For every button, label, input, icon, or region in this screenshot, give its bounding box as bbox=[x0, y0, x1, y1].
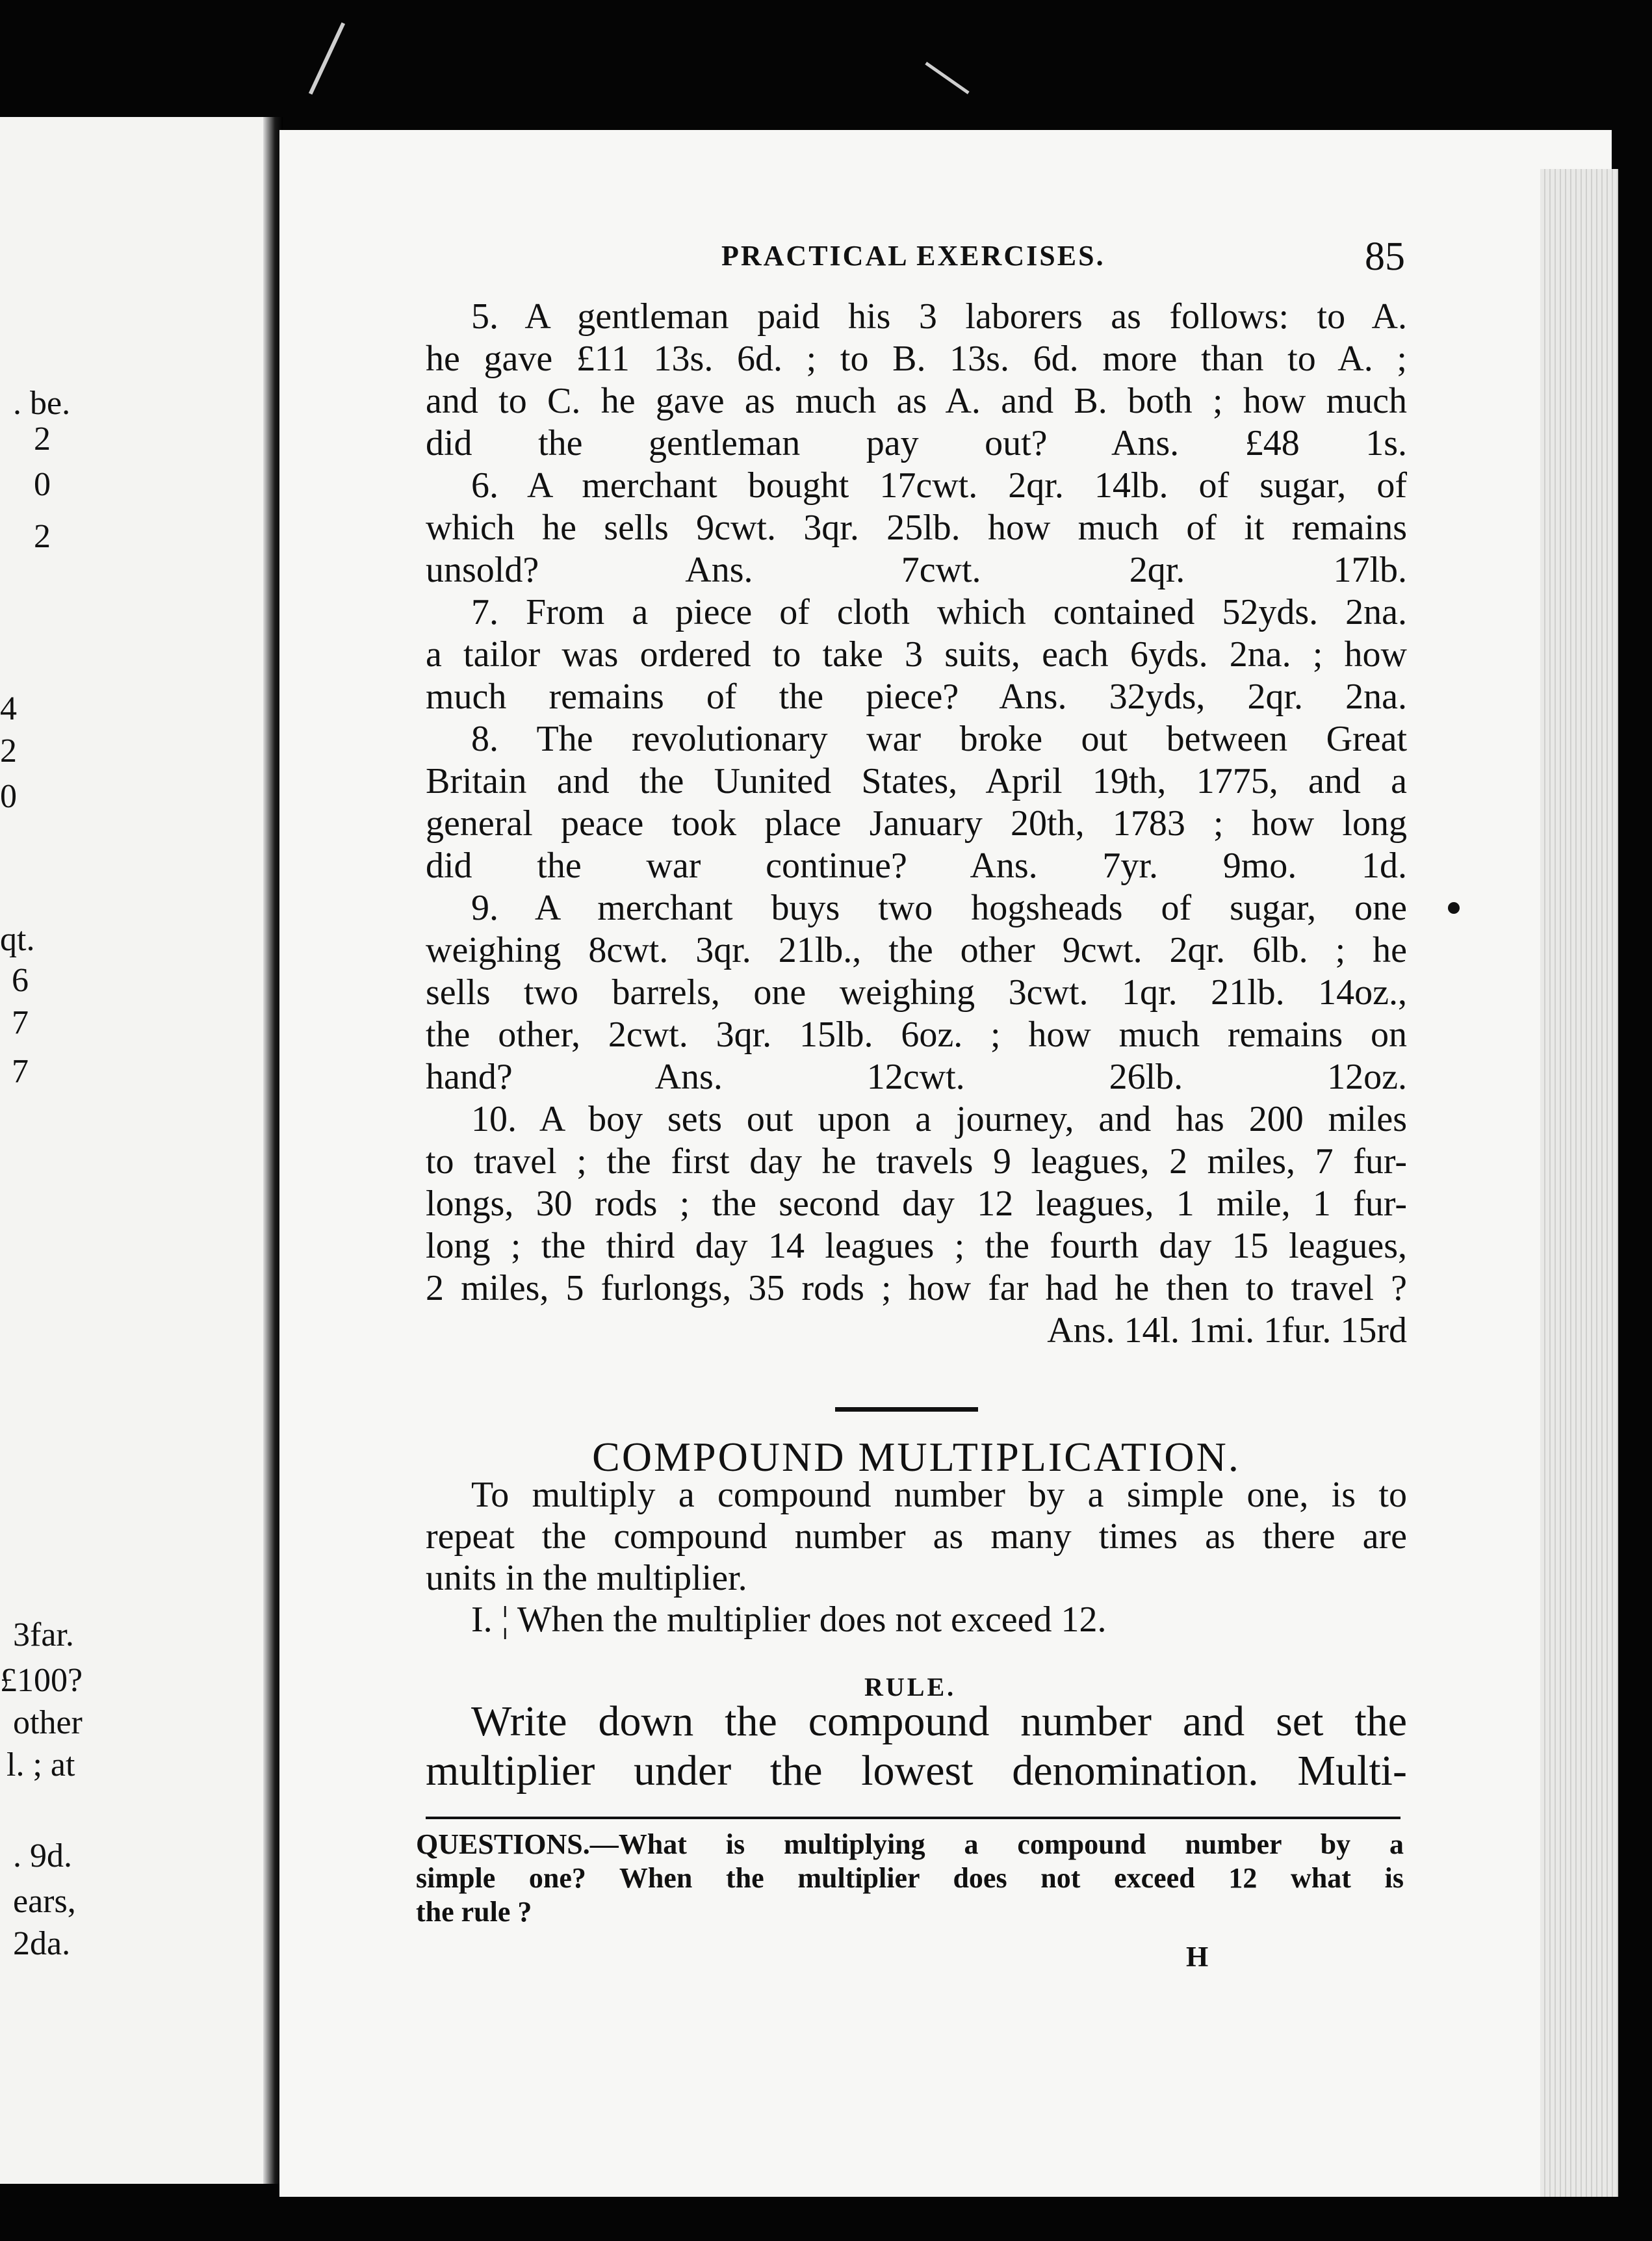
facing-page-text: 4 bbox=[0, 690, 17, 727]
question-line: simple one? When the multiplier does not exceed 12 what is bbox=[416, 1862, 1404, 1894]
text-line: to travel ; the first day he travels 9 leagues, 2 miles, 7 fur- bbox=[426, 1141, 1407, 1182]
section-divider bbox=[835, 1407, 978, 1412]
facing-page-text: 2 bbox=[34, 518, 51, 555]
ink-dot bbox=[1448, 902, 1460, 914]
text-line: multiplier under the lowest denomination. Multi- bbox=[426, 1747, 1407, 1794]
facing-page-text: £100? bbox=[0, 1662, 83, 1699]
text-line: a tailor was ordered to take 3 suits, each 6yds. 2na. ; how bbox=[426, 634, 1407, 675]
text-line: 2 miles, 5 furlongs, 35 rods ; how far had he then to travel ? bbox=[426, 1268, 1407, 1308]
text-line: 8. The revolutionary war broke out between Great bbox=[471, 719, 1407, 759]
facing-page-text: 3far. bbox=[13, 1616, 74, 1653]
facing-page-text: 2 bbox=[34, 421, 51, 458]
page-edges bbox=[1540, 169, 1618, 2197]
facing-page-text: . be. bbox=[13, 385, 71, 422]
facing-page-text: qt. bbox=[0, 921, 35, 958]
text-line: which he sells 9cwt. 3qr. 25lb. how much of it remains bbox=[426, 508, 1407, 548]
facing-page-text: l. ; at bbox=[6, 1746, 75, 1783]
text-line: To multiply a compound number by a simple one, is to bbox=[471, 1475, 1407, 1515]
section-heading: COMPOUND MULTIPLICATION. bbox=[592, 1434, 1241, 1480]
facing-page-text: 7 bbox=[12, 1004, 29, 1041]
text-line: 5. A gentleman paid his 3 laborers as follows: to A. bbox=[471, 296, 1407, 337]
text-line: sells two barrels, one weighing 3cwt. 1qr. 21lb. 14oz., bbox=[426, 972, 1407, 1013]
text-line: much remains of the piece? Ans. 32yds, 2qr. 2na. bbox=[426, 677, 1407, 717]
footnote-rule bbox=[426, 1817, 1400, 1819]
facing-page-text: 6 bbox=[12, 962, 29, 999]
text-line: units in the multiplier. bbox=[426, 1558, 747, 1598]
scan-scratch bbox=[925, 62, 969, 94]
text-line: repeat the compound number as many times as there are bbox=[426, 1516, 1407, 1557]
text-line: and to C. he gave as much as A. and B. both ; how much bbox=[426, 381, 1407, 421]
facing-page-text: 7 bbox=[12, 1053, 29, 1090]
facing-page-text: 0 bbox=[0, 778, 17, 815]
text-line: did the gentleman pay out? Ans. £48 1s. bbox=[426, 423, 1407, 463]
running-head: PRACTICAL EXERCISES. bbox=[721, 240, 1105, 272]
text-line: Britain and the Uunited States, April 19th, 1775, and a bbox=[426, 761, 1407, 801]
question-line: the rule ? bbox=[416, 1896, 532, 1928]
facing-page-text: 2da. bbox=[13, 1925, 71, 1962]
question-line: QUESTIONS.—What is multiplying a compound number by a bbox=[416, 1828, 1404, 1860]
text-line: general peace took place January 20th, 1783 ; how long bbox=[426, 803, 1407, 844]
signature-mark: H bbox=[1186, 1941, 1209, 1973]
text-line: long ; the third day 14 leagues ; the fourth day 15 leagues, bbox=[426, 1226, 1407, 1266]
text-line: Ans. 14l. 1mi. 1fur. 15rd bbox=[1047, 1310, 1407, 1351]
facing-page-text: other bbox=[13, 1704, 83, 1741]
text-line: longs, 30 rods ; the second day 12 leagues, 1 mile, 1 fur- bbox=[426, 1184, 1407, 1224]
facing-page-text: . 9d. bbox=[13, 1837, 72, 1874]
text-line: weighing 8cwt. 3qr. 21lb., the other 9cwt. 2qr. 6lb. ; he bbox=[426, 930, 1407, 970]
text-line: Write down the compound number and set the bbox=[471, 1698, 1407, 1745]
text-line: the other, 2cwt. 3qr. 15lb. 6oz. ; how much remains on bbox=[426, 1015, 1407, 1055]
text-line: 6. A merchant bought 17cwt. 2qr. 14lb. of sugar, of bbox=[471, 465, 1407, 506]
facing-page-fragment bbox=[0, 117, 273, 2184]
scan-scratch bbox=[309, 22, 345, 94]
facing-page-text: 2 bbox=[0, 732, 17, 770]
text-line: hand? Ans. 12cwt. 26lb. 12oz. bbox=[426, 1057, 1407, 1097]
facing-page-text: ears, bbox=[13, 1883, 76, 1920]
facing-page-text: 0 bbox=[34, 466, 51, 503]
text-line: I. ¦ When the multiplier does not exceed 12. bbox=[471, 1600, 1107, 1640]
rule-label: RULE. bbox=[864, 1672, 957, 1702]
text-line: 9. A merchant buys two hogsheads of sugar, one bbox=[471, 888, 1407, 928]
page-number: 85 bbox=[1365, 235, 1405, 279]
text-line: did the war continue? Ans. 7yr. 9mo. 1d. bbox=[426, 846, 1407, 886]
text-line: unsold? Ans. 7cwt. 2qr. 17lb. bbox=[426, 550, 1407, 590]
text-line: 7. From a piece of cloth which contained 52yds. 2na. bbox=[471, 592, 1407, 632]
text-line: 10. A boy sets out upon a journey, and has 200 miles bbox=[471, 1099, 1407, 1139]
text-line: he gave £11 13s. 6d. ; to B. 13s. 6d. more than to A. ; bbox=[426, 339, 1407, 379]
